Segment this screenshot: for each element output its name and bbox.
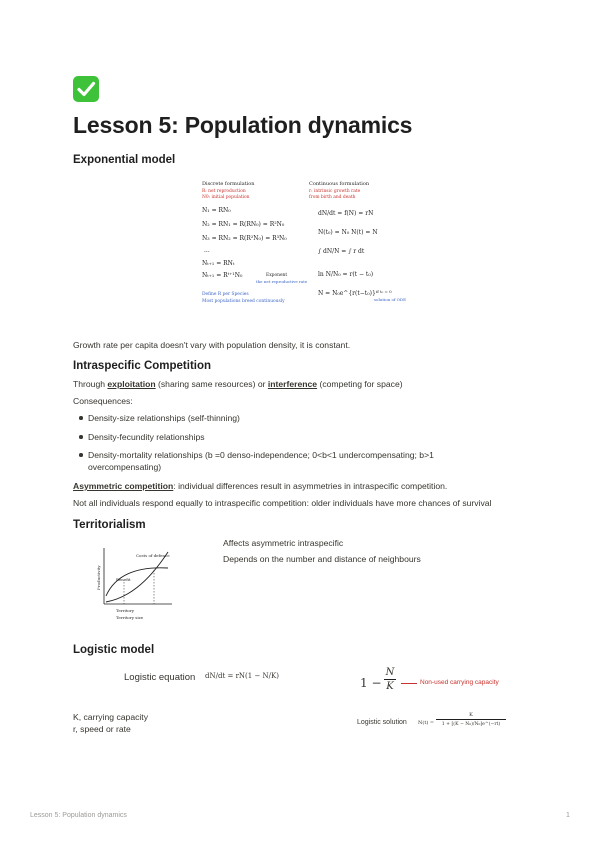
discrete-eq1: N₁ = RN₀ bbox=[202, 207, 231, 214]
territory-x-label2: Territory size bbox=[116, 615, 144, 620]
footer-title: Lesson 5: Population dynamics bbox=[30, 812, 127, 819]
territory-x-label1: Territory bbox=[116, 608, 135, 613]
continuous-sub2: from birth and death bbox=[309, 195, 356, 200]
logistic-equation-label: Logistic equation bbox=[124, 672, 196, 683]
discrete-eq6-note: Exponent bbox=[266, 273, 288, 278]
continuous-title: Continuous formulation bbox=[309, 181, 370, 187]
territorialism-line2: Depends on the number and distance of neighbours bbox=[223, 554, 421, 564]
page-title: Lesson 5: Population dynamics bbox=[73, 112, 413, 138]
territory-y-label: Productivity bbox=[96, 565, 101, 590]
not-all-individuals-line: Not all individuals respond equally to intraspecific competition: older individuals have more chances of survival bbox=[73, 498, 492, 508]
continuous-eq1: dN/dt = f(N) = rN bbox=[318, 210, 374, 217]
exponential-figure bbox=[198, 176, 420, 308]
territorialism-heading: Territorialism bbox=[73, 519, 146, 531]
continuous-eq5-note2: solution of ODE bbox=[374, 297, 407, 302]
unused-capacity-one-minus: 1 − bbox=[360, 676, 382, 690]
discrete-title: Discrete formulation bbox=[202, 181, 255, 187]
discrete-eq4: ... bbox=[204, 247, 210, 254]
consequences-label: Consequences: bbox=[73, 396, 133, 406]
discrete-foot1: Define R per Species bbox=[202, 292, 249, 297]
bullet-density-fecundity: Density-fecundity relationships bbox=[88, 432, 205, 442]
logistic-solution-den: 1 + [(K − N₀)/N₀]e^(−rt) bbox=[441, 722, 501, 727]
exponential-caption: Growth rate per capita doesn't vary with population density, it is constant. bbox=[73, 340, 351, 350]
costs-label: Costs of defence bbox=[136, 553, 170, 558]
interference-term: interference bbox=[267, 379, 318, 389]
intraspecific-heading: Intraspecific Competition bbox=[73, 360, 212, 372]
unused-capacity-denominator: K bbox=[386, 681, 394, 692]
logistic-solution-lhs: N(t) = bbox=[418, 720, 435, 726]
discrete-eq6: Nₜ₊₁ = Rᵗ⁺¹N₀ bbox=[202, 272, 243, 279]
logistic-heading: Logistic model bbox=[73, 644, 155, 656]
bullet-density-size: Density-size relationships (self-thinning) bbox=[88, 413, 240, 423]
territorialism-line1: Affects asymmetric intraspecific bbox=[223, 538, 344, 548]
discrete-eq3: N₃ = RN₂ = R(R²N₀) = R³N₀ bbox=[202, 235, 287, 242]
discrete-foot2: Most populations breed continuously bbox=[202, 299, 285, 304]
continuous-eq4: ln N/N₀ = r(t − t₀) bbox=[318, 271, 374, 278]
r-speed-line: r, speed or rate bbox=[73, 724, 131, 734]
intraspecific-through-line bbox=[73, 378, 403, 390]
territorialism-figure-svg bbox=[92, 544, 178, 626]
footer-page-number: 1 bbox=[566, 812, 570, 819]
benefit-label: Benefit bbox=[116, 577, 131, 582]
check-mark-glyph bbox=[73, 76, 99, 102]
unused-capacity-arrow bbox=[401, 683, 417, 684]
logistic-solution-num: K bbox=[436, 711, 506, 720]
continuous-eq5-note: if t₀ = 0 bbox=[376, 289, 392, 294]
territorialism-figure bbox=[92, 544, 178, 626]
discrete-sub1: R: net reproduction bbox=[202, 189, 246, 194]
logistic-equation bbox=[205, 672, 279, 680]
continuous-eq2: N(t₀) = N₀ N(t) = N bbox=[318, 229, 378, 236]
asymmetric-competition-line bbox=[73, 480, 447, 492]
through-mid: (sharing same resources) or bbox=[155, 379, 268, 389]
asymmetric-competition-term: Asymmetric competition bbox=[73, 481, 174, 491]
discrete-sub2: N0: initial population bbox=[202, 195, 250, 200]
unused-capacity-note: Non-used carrying capacity bbox=[420, 679, 499, 686]
logistic-eq-rhs: = rN(1 − N/K) bbox=[227, 672, 280, 680]
exponential-heading: Exponential model bbox=[73, 154, 176, 166]
exploitation-term: exploitation bbox=[107, 379, 156, 389]
exponential-figure-svg bbox=[198, 176, 420, 308]
discrete-eq5: Nₜ₊₁ = RNₜ bbox=[202, 260, 235, 267]
through-post: (competing for space) bbox=[317, 379, 403, 389]
logistic-eq-lhs: dN/dt bbox=[205, 672, 226, 680]
through-pre: Through bbox=[73, 379, 108, 389]
continuous-eq5: N = N₀e^{r(t−t₀)} bbox=[318, 290, 376, 297]
check-mark-button-icon bbox=[73, 76, 99, 102]
k-carrying-capacity-line: K, carrying capacity bbox=[73, 712, 148, 722]
logistic-solution-label: Logistic solution bbox=[357, 719, 407, 726]
discrete-eq2: N₂ = RN₁ = R(RN₀) = R²N₀ bbox=[202, 221, 285, 228]
continuous-eq3: ∫ dN/N = ∫ r dt bbox=[318, 248, 365, 255]
continuous-sub1: r: intrinsic growth rate bbox=[309, 189, 361, 194]
asymmetric-competition-rest: : individual differences result in asymmetries in intraspecific competition. bbox=[173, 481, 448, 491]
unused-capacity-numerator: N bbox=[385, 667, 395, 678]
bullet-density-mortality: Density-mortality relationships (b =0 denso-independence; 0<b<1 undercompensating; b>1 bbox=[88, 450, 434, 460]
bullet-density-mortality-cont: overcompensating) bbox=[88, 462, 162, 472]
discrete-eq6-note2: the net reproductive rate bbox=[256, 279, 308, 284]
